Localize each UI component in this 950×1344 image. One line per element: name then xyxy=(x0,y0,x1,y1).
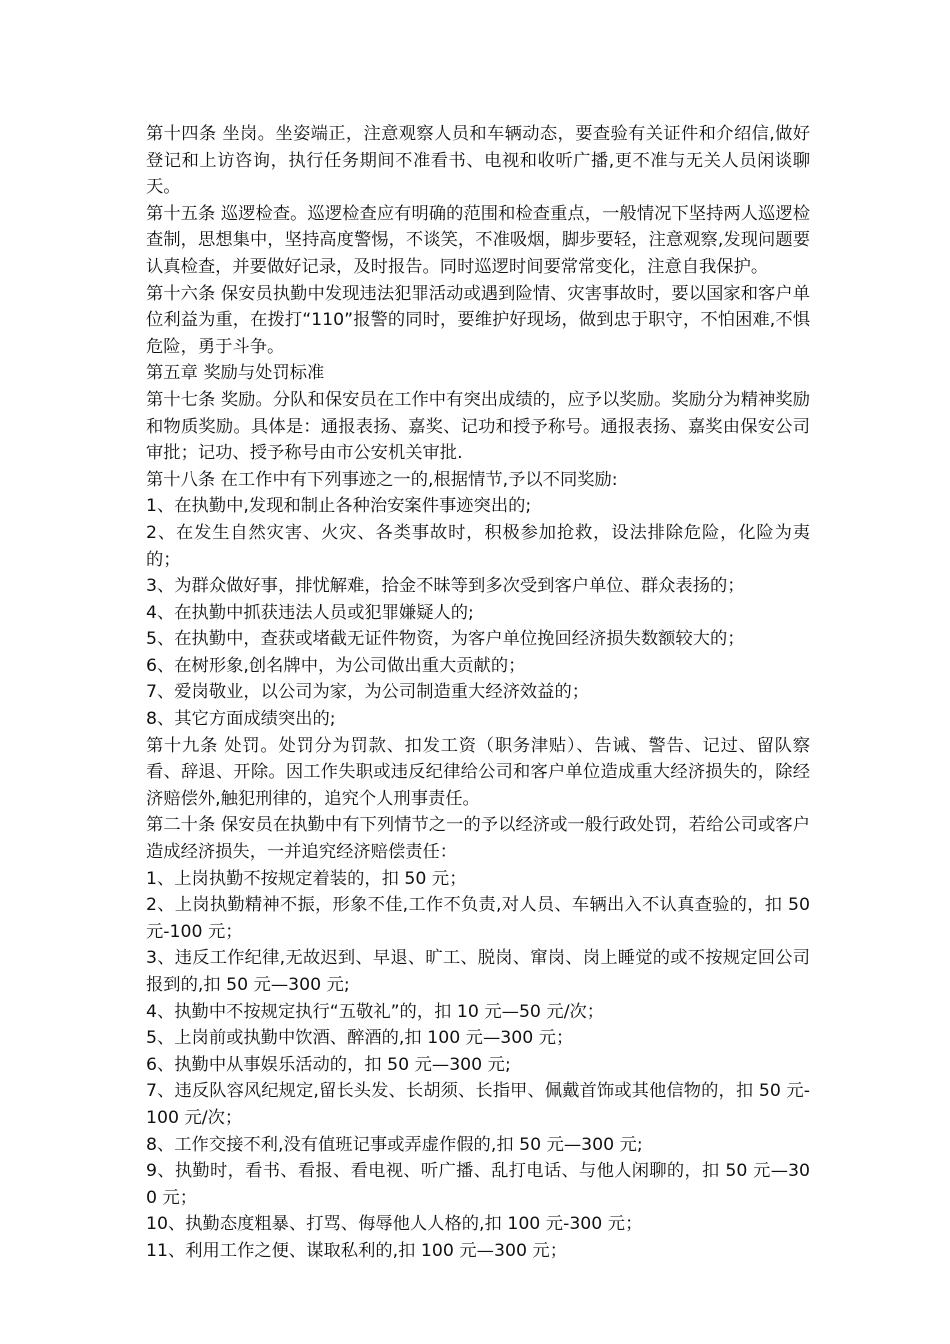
reward-item: 2、在发生自然灾害、火灾、各类事故时，积极参加抢救，设法排除危险，化险为夷的； xyxy=(146,522,810,570)
reward-item: 8、其它方面成绩突出的; xyxy=(146,709,336,730)
reward-item: 3、为群众做好事，排忧解难，拾金不昧等到多次受到客户单位、群众表扬的； xyxy=(146,576,745,597)
penalty-item: 8、工作交接不利,没有值班记事或弄虚作假的,扣 50 元—300 元; xyxy=(146,1134,643,1155)
penalty-item: 5、上岗前或执勤中饮酒、醉酒的,扣 100 元—300 元； xyxy=(146,1028,574,1049)
article-15: 第十五条 巡逻检查。巡逻检查应有明确的范围和检查重点，一般情况下坚持两人巡逻检查制，思想集中，坚持高度警惕，不谈笑，不准吸烟，脚步要轻，注意观察,发现问题要认真检查，并要做好记录，及时报告。同时巡逻时间要常常变化，注意自我保护。 xyxy=(146,203,810,277)
penalty-item: 4、执勤中不按规定执行“五敬礼”的，扣 10 元—50 元/次； xyxy=(146,1001,605,1022)
article-16: 第十六条 保安员执勤中发现违法犯罪活动或遇到险情、灾害事故时，要以国家和客户单位利益为重，在拨打“110”报警的同时，要维护好现场，做到忠于职守，不怕困难,不惧危险，勇于斗争。 xyxy=(146,283,810,357)
reward-item: 5、在执勤中，查获或堵截无证件物资，为客户单位挽回经济损失数额较大的； xyxy=(146,629,745,650)
penalty-item: 7、违反队容风纪规定,留长头发、长胡须、长指甲、佩戴首饰或其他信物的，扣 50 元-100 元/次； xyxy=(146,1081,810,1128)
penalty-item: 9、执勤时，看书、看报、看电视、听广播、乱打电话、与他人闲聊的，扣 50 元—300 元； xyxy=(146,1161,810,1208)
reward-item: 1、在执勤中,发现和制止各种治安案件事迹突出的; xyxy=(146,496,532,517)
reward-item: 6、在树形象,创名牌中，为公司做出重大贡献的； xyxy=(146,655,526,676)
penalty-item: 2、上岗执勤精神不振，形象不佳,工作不负责,对人员、车辆出入不认真查验的，扣 50 元-100 元； xyxy=(146,895,810,942)
document-body xyxy=(146,121,810,1265)
article-18: 第十八条 在工作中有下列事迹之一的,根据情节,予以不同奖励: xyxy=(146,469,618,490)
article-17: 第十七条 奖励。分队和保安员在工作中有突出成绩的，应予以奖励。奖励分为精神奖励和物质奖励。具体是：通报表扬、嘉奖、记功和授予称号。通报表扬、嘉奖由保安公司审批；记功、授予称号由市公安机关审批. xyxy=(146,389,810,464)
chapter-5-heading: 第五章 奖励与处罚标准 xyxy=(146,363,325,384)
penalty-item: 1、上岗执勤不按规定着装的，扣 50 元； xyxy=(146,868,467,889)
penalty-item: 3、违反工作纪律,无故迟到、早退、旷工、脱岗、窜岗、岗上睡觉的或不按规定回公司报到的,扣 50 元—300 元; xyxy=(146,948,810,995)
reward-item: 7、爱岗敬业，以公司为家，为公司制造重大经济效益的； xyxy=(146,682,590,703)
penalty-item: 10、执勤态度粗暴、打骂、侮辱他人人格的,扣 100 元-300 元； xyxy=(146,1214,643,1235)
penalty-item: 11、利用工作之便、谋取私利的,扣 100 元—300 元； xyxy=(146,1240,567,1261)
article-20: 第二十条 保安员在执勤中有下列情节之一的予以经济或一般行政处罚，若给公司或客户造成经济损失，一并追究经济赔偿责任： xyxy=(146,815,810,863)
article-14: 第十四条 坐岗。坐姿端正，注意观察人员和车辆动态，要查验有关证件和介绍信,做好登记和上访咨询，执行任务期间不准看书、电视和收听广播,更不准与无关人员闲谈聊天。 xyxy=(146,124,810,198)
article-19: 第十九条 处罚。处罚分为罚款、扣发工资（职务津贴）、告诫、警告、记过、留队察看、辞退、开除。因工作失职或违反纪律给公司和客户单位造成重大经济损失的，除经济赔偿外,触犯刑律的，追究个人刑事责任。 xyxy=(146,735,810,809)
reward-item: 4、在执勤中抓获违法人员或犯罪嫌疑人的; xyxy=(146,602,474,623)
penalty-item: 6、执勤中从事娱乐活动的，扣 50 元—300 元; xyxy=(146,1054,511,1075)
